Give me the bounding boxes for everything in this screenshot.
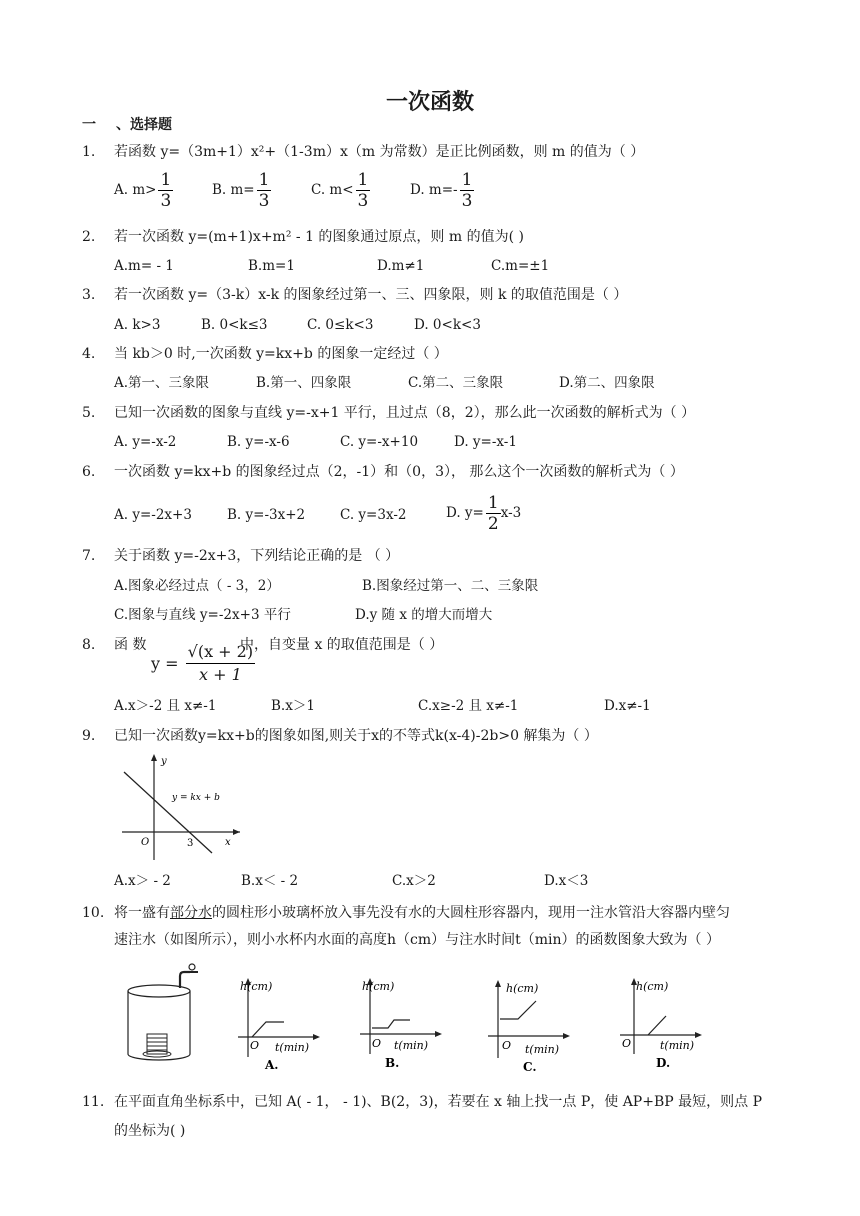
option-label: C. (523, 1060, 537, 1074)
option-d: D.y 随 x 的增大而增大 (355, 607, 493, 623)
question-number: 6. (82, 464, 96, 480)
line-label: y = kx + b (172, 793, 220, 803)
graph-option-b (350, 972, 445, 1072)
option-label: D. (656, 1056, 671, 1070)
question-number: 10. (82, 905, 105, 921)
question-stem: 关于函数 y=-2x+3，下列结论正确的是 （ ） (114, 548, 400, 564)
question-stem: 已知一次函数的图象与直线 y=-x+1 平行，且过点（8，2），那么此一次函数的解析式为（ ） (114, 405, 696, 421)
question-stem: 若函数 y=（3m+1）x²+（1-3m）x（m 为常数）是正比例函数，则 m 的值为（ ） (114, 144, 645, 160)
question-number: 2. (82, 229, 96, 245)
svg-text:O: O (372, 1037, 382, 1050)
question-stem: 若一次函数 y=（3-k）x-k 的图象经过第一、三、四象限，则 k 的取值范围是（ ） (114, 287, 628, 303)
question-stem: 在平面直角坐标系中，已知 A( - 1， - 1)、B(2，3)，若要在 x 轴上找一点 P，使 AP+BP 最短，则点 P (114, 1094, 762, 1110)
svg-text:h(cm): h(cm) (362, 980, 395, 993)
origin-label: O (141, 837, 150, 848)
svg-text:t(min): t(min) (660, 1039, 695, 1052)
option-a: A.图象必经过点（ - 3，2） (114, 578, 280, 594)
option-c: C. 0≤k<3 (307, 317, 374, 333)
question-number: 7. (82, 548, 96, 564)
option-b: B. y=-x-6 (227, 434, 290, 450)
graph-option-d (610, 972, 705, 1072)
question-stem: 若一次函数 y=(m+1)x+m² - 1 的图象通过原点，则 m 的值为( ) (114, 229, 524, 245)
option-c: C.第二、三象限 (408, 375, 504, 391)
question-stem-line2: 的坐标为( ) (114, 1123, 186, 1139)
option-d: D. 0<k<3 (414, 317, 481, 333)
option-c: C. y=3x-2 (340, 507, 407, 523)
x-axis-label: x (225, 837, 231, 848)
option-a: A. y=-x-2 (114, 434, 177, 450)
option-c: D.m≠1 (377, 258, 425, 274)
option-d: D.第二、四象限 (559, 375, 655, 391)
svg-text:h(cm): h(cm) (240, 980, 273, 993)
question-number: 11. (82, 1094, 105, 1110)
option-a: A.m= - 1 (114, 258, 174, 274)
option-b: B.第一、四象限 (256, 375, 352, 391)
option-c: C. m< $\frac{1}{3}$ (311, 170, 369, 211)
option-b: B. m= $\frac{1}{3}$ (212, 170, 270, 211)
svg-text:O: O (250, 1039, 260, 1052)
option-a: A.x＞-2 且 x≠-1 (114, 698, 217, 714)
option-a: A. m> $\frac{1}{3}$ (114, 170, 172, 211)
svg-text:O: O (622, 1037, 632, 1050)
option-a: A. k>3 (114, 317, 161, 333)
page-title: 一次函数 (386, 90, 475, 115)
question-number: 9. (82, 728, 96, 744)
svg-text:O: O (502, 1039, 512, 1052)
question-stem: 将一盛有部分水的圆柱形小玻璃杯放入事先没有水的大圆柱形容器内，现用一注水管沿大容器内壁匀 (114, 905, 730, 921)
svg-text:t(min): t(min) (275, 1041, 310, 1054)
tick-label: 3 (187, 838, 194, 849)
option-label: B. (385, 1056, 400, 1070)
option-d: D.x＜3 (544, 873, 589, 889)
question-number: 8. (82, 637, 96, 653)
question-stem-line2: 速注水（如图所示），则小水杯内水面的高度h（cm）与注水时间t（min）的函数图象大致为（ ） (114, 932, 720, 948)
y-axis-label: y (161, 756, 167, 767)
section-number: 一 (82, 117, 96, 133)
graph-option-a (228, 972, 323, 1072)
option-c: C. y=-x+10 (340, 434, 419, 450)
option-b: B.图象经过第一、二、三象限 (362, 578, 539, 594)
option-b: B.x＞1 (271, 698, 315, 714)
linear-function-graph (114, 750, 244, 865)
svg-text:t(min): t(min) (525, 1043, 560, 1056)
option-b: B. 0<k≤3 (201, 317, 268, 333)
question-stem: 已知一次函数y=kx+b的图象如图,则关于x的不等式k(x-4)-2b>0 解集为（ ） (114, 728, 598, 744)
option-a: A. y=-2x+3 (114, 507, 192, 523)
question-stem: 函 数 (114, 637, 147, 653)
option-b: B. y=-3x+2 (227, 507, 306, 523)
option-a: A.x＞ - 2 (114, 873, 171, 889)
option-label: A. (265, 1058, 279, 1072)
option-a: A.第一、三象限 (114, 375, 210, 391)
option-b: B.m=1 (248, 258, 295, 274)
svg-text:t(min): t(min) (394, 1039, 429, 1052)
question-number: 3. (82, 287, 96, 303)
section-heading: 、选择题 (116, 117, 172, 133)
option-d: D.x≠-1 (604, 698, 651, 714)
question-stem: 当 kb＞0 时,一次函数 y=kx+b 的图象一定经过（ ） (114, 346, 448, 362)
option-c: C.x＞2 (392, 873, 436, 889)
question-number: 5. (82, 405, 96, 421)
formula: y = $\frac{√(x + 2)}{x + 1}$ (151, 642, 254, 684)
svg-text:h(cm): h(cm) (636, 980, 669, 993)
option-d: D. y=-x-1 (454, 434, 517, 450)
option-b: B.x＜ - 2 (241, 873, 299, 889)
option-d: C.m=±1 (491, 258, 550, 274)
question-stem: 一次函数 y=kx+b 的图象经过点（2，-1）和（0，3）， 那么这个一次函数的解析式为（ ） (114, 464, 684, 480)
option-c: C.x≥-2 且 x≠-1 (418, 698, 519, 714)
question-stem-continued: 中，自变量 x 的取值范围是（ ） (240, 637, 444, 653)
svg-text:h(cm): h(cm) (506, 982, 539, 995)
option-d: D. y= $\frac{1}{2}$ x-3 (446, 493, 522, 534)
option-c: C.图象与直线 y=-2x+3 平行 (114, 607, 291, 623)
question-number: 4. (82, 346, 96, 362)
container-illustration (122, 962, 212, 1070)
option-d: D. m=- $\frac{1}{3}$ (410, 170, 473, 211)
question-number: 1. (82, 144, 96, 160)
graph-option-c (478, 974, 573, 1074)
